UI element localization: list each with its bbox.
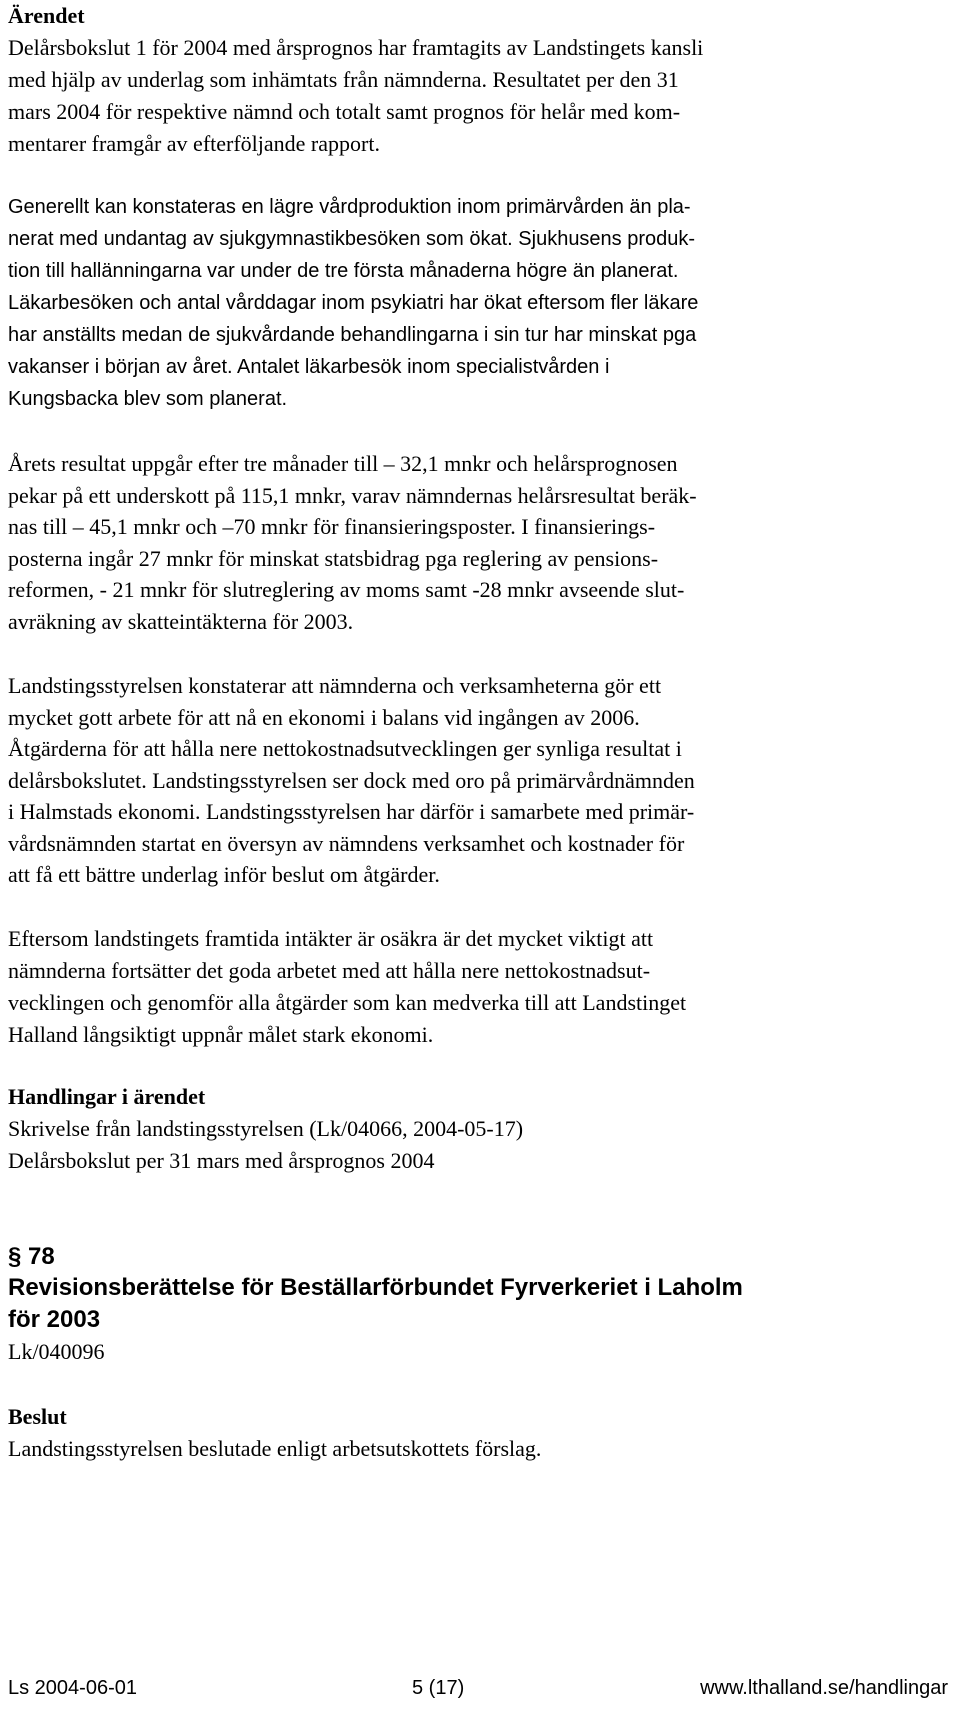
text-line: mentarer framgår av efterföljande rapport. [8,131,380,156]
beslut-heading: Beslut [8,1404,67,1429]
text-line: med hjälp av underlag som inhämtats från nämnderna. Resultatet per den 31 [8,67,679,92]
text-line: nerat med undantag av sjukgymnastikbesöken som ökat. Sjukhusens produk- [8,228,696,250]
text-line: vecklingen och genomför alla åtgärder som kan medverka till att Landstinget [8,990,687,1015]
text-line: Landstingsstyrelsen konstaterar att nämnderna och verksamheterna gör ett [8,673,662,698]
arendet-paragraph-4 [8,670,948,891]
footer-page-number: 5 (17) [412,1677,465,1699]
section-title [8,1272,948,1336]
text-line: Halland långsiktigt uppnår målet stark ekonomi. [8,1022,434,1047]
text-line: Delårsbokslut 1 för 2004 med årsprognos har framtagits av Landstingets kansli [8,35,704,60]
beslut-text: Landstingsstyrelsen beslutade enligt arbetsutskottets förslag. [8,1436,542,1461]
text-line: Årets resultat uppgår efter tre månader till – 32,1 mnkr och helårsprognosen [8,451,678,476]
section-number: § 78 [8,1243,55,1270]
text-line: nämnderna fortsätter det goda arbetet med att hålla nere nettokostnadsut- [8,958,651,983]
text-line: vårdsnämnden startat en översyn av nämndens verksamhet och kostnader för [8,830,685,856]
text-line: reformen, - 21 mnkr för slutreglering av moms samt -28 mnkr avseende slut- [8,577,685,602]
text-line: Eftersom landstingets framtida intäkter är osäkra är det mycket viktigt att [8,926,654,951]
text-line: delårsbokslutet. Landstingsstyrelsen ser dock med oro på primärvårdnämnden [8,767,695,793]
footer-date: Ls 2004-06-01 [8,1677,137,1699]
handlingar-heading: Handlingar i ärendet [8,1084,206,1109]
text-line: mars 2004 för respektive nämnd och totalt samt prognos för helår med kom- [8,99,681,124]
arendet-paragraph-5 [8,923,948,1051]
text-line: posterna ingår 27 mnkr för minskat statsbidrag pga reglering av pensions- [8,545,659,571]
text-line: Läkarbesöken och antal vårddagar inom psykiatri har ökat eftersom fler läkare [8,292,699,314]
text-line: vakanser i början av året. Antalet läkarbesök inom specialistvården i [8,356,610,378]
text-line: Kungsbacka blev som planerat. [8,388,288,410]
text-line: nas till – 45,1 mnkr och –70 mnkr för finansieringsposter. I finansierings- [8,514,656,539]
section-title-line: Revisionsberättelse för Beställarförbundet Fyrverkeriet i Laholm [8,1274,743,1301]
arendet-paragraph-1 [8,32,948,160]
text-line: tion till hallänningarna var under de tre första månaderna högre än planerat. [8,260,679,282]
text-line: avräkning av skatteintäkterna för 2003. [8,608,354,634]
text-line: mycket gott arbete för att nå en ekonomi i balans vid ingången av 2006. [8,704,640,730]
arendet-heading: Ärendet [8,3,85,28]
handlingar-list [8,1113,948,1177]
footer-url: www.lthalland.se/handlingar [700,1677,948,1699]
arendet-paragraph-2 [8,191,948,415]
list-item: Skrivelse från landstingsstyrelsen (Lk/04066, 2004-05-17) [8,1116,524,1141]
reference-number: Lk/040096 [8,1339,105,1364]
text-line: har anställts medan de sjukvårdande behandlingarna i sin tur har minskat pga [8,324,697,346]
arendet-paragraph-3 [8,448,948,637]
text-line: pekar på ett underskott på 115,1 mnkr, varav nämndernas helårsresultat beräk- [8,482,697,508]
text-line: Generellt kan konstateras en lägre vårdproduktion inom primärvården än pla- [8,196,691,218]
text-line: i Halmstads ekonomi. Landstingsstyrelsen har därför i samarbete med primär- [8,799,695,824]
text-line: att få ett bättre underlag inför beslut om åtgärder. [8,862,440,887]
section-title-line: för 2003 [8,1306,101,1333]
list-item: Delårsbokslut per 31 mars med årsprognos 2004 [8,1148,435,1173]
text-line: Åtgärderna för att hålla nere nettokostnadsutvecklingen ger synliga resultat i [8,736,682,761]
